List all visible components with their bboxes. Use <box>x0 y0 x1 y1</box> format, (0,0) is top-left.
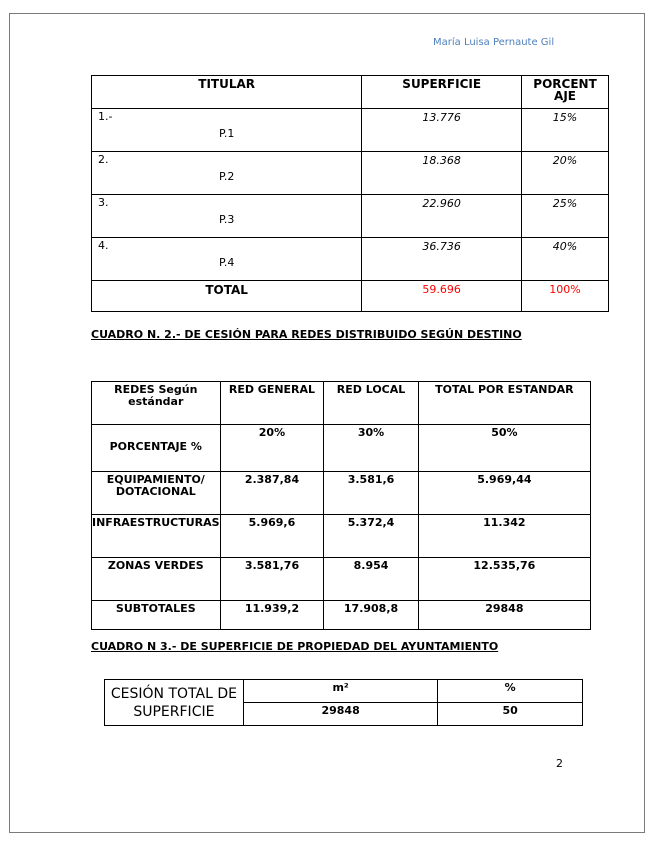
row-name: P.1 <box>218 127 235 140</box>
row-superficie: 13.776 <box>362 109 522 152</box>
row-label: SUBTOTALES <box>92 601 221 630</box>
row-number: 3. <box>98 196 109 209</box>
row-porcentaje: 40% <box>522 238 609 281</box>
row-label: ZONAS VERDES <box>92 558 221 601</box>
table-header-row <box>92 382 591 425</box>
row-general: 2.387,84 <box>220 472 324 515</box>
total-label: TOTAL <box>92 281 362 312</box>
row-local: 5.372,4 <box>324 515 418 558</box>
row-label: PORCENTAJE % <box>92 425 221 472</box>
cesion-total-label: CESIÓN TOTAL DE SUPERFICIE <box>105 680 244 726</box>
header-redes: REDES Según estándar <box>92 382 221 425</box>
titular-table <box>91 75 609 312</box>
row-label: EQUIPAMIENTO/ DOTACIONAL <box>92 472 221 515</box>
row-porcentaje: 25% <box>522 195 609 238</box>
header-titular: TITULAR <box>92 76 362 109</box>
header-red-local: RED LOCAL <box>324 382 418 425</box>
row-total: 50% <box>418 425 590 472</box>
heading-cuadro-3: CUADRO N 3.- DE SUPERFICIE DE PROPIEDAD DEL AYUNTAMIENTO <box>91 640 499 653</box>
row-superficie: 18.368 <box>362 152 522 195</box>
author-name: María Luisa Pernaute Gil <box>433 37 555 48</box>
row-total: 5.969,44 <box>418 472 590 515</box>
row-total: 12.535,76 <box>418 558 590 601</box>
row-local: 3.581,6 <box>324 472 418 515</box>
table-row <box>92 109 609 152</box>
row-total: 11.342 <box>418 515 590 558</box>
row-name: P.2 <box>218 170 235 183</box>
row-superficie: 22.960 <box>362 195 522 238</box>
table-row <box>92 558 591 601</box>
header-total-estandar: TOTAL POR ESTANDAR <box>418 382 590 425</box>
row-porcentaje: 15% <box>522 109 609 152</box>
table-row <box>92 472 591 515</box>
row-label: INFRAESTRUCTURAS <box>92 515 221 558</box>
table-header-row <box>105 680 583 703</box>
row-local: 30% <box>324 425 418 472</box>
row-local: 17.908,8 <box>324 601 418 630</box>
row-porcentaje: 20% <box>522 152 609 195</box>
header-percent: % <box>438 680 583 703</box>
cesion-redes-table <box>91 381 591 630</box>
row-general: 20% <box>220 425 324 472</box>
heading-cuadro-2: CUADRO N. 2.- DE CESIÓN PARA REDES DISTRIBUIDO SEGÚN DESTINO <box>91 328 522 341</box>
row-name: P.3 <box>218 213 235 226</box>
total-row <box>92 281 609 312</box>
table-row <box>92 238 609 281</box>
table-row <box>92 515 591 558</box>
table-row <box>92 425 591 472</box>
header-superficie: SUPERFICIE <box>362 76 522 109</box>
row-superficie: 36.736 <box>362 238 522 281</box>
row-general: 11.939,2 <box>220 601 324 630</box>
total-porcentaje: 100% <box>522 281 609 312</box>
total-superficie: 59.696 <box>362 281 522 312</box>
row-number: 1.- <box>98 110 113 123</box>
header-m2: m² <box>243 680 438 703</box>
header-porcentaje: PORCENT AJE <box>522 76 609 109</box>
value-percent: 50 <box>438 703 583 726</box>
row-number: 4. <box>98 239 109 252</box>
superficie-ayuntamiento-table <box>104 679 583 726</box>
page-number: 2 <box>556 757 563 770</box>
value-m2: 29848 <box>243 703 438 726</box>
row-number: 2. <box>98 153 109 166</box>
row-name: P.4 <box>218 256 235 269</box>
subtotal-row <box>92 601 591 630</box>
row-local: 8.954 <box>324 558 418 601</box>
row-total: 29848 <box>418 601 590 630</box>
header-red-general: RED GENERAL <box>220 382 324 425</box>
row-general: 5.969,6 <box>220 515 324 558</box>
table-header-row <box>92 76 609 109</box>
table-row <box>92 195 609 238</box>
row-general: 3.581,76 <box>220 558 324 601</box>
table-row <box>92 152 609 195</box>
